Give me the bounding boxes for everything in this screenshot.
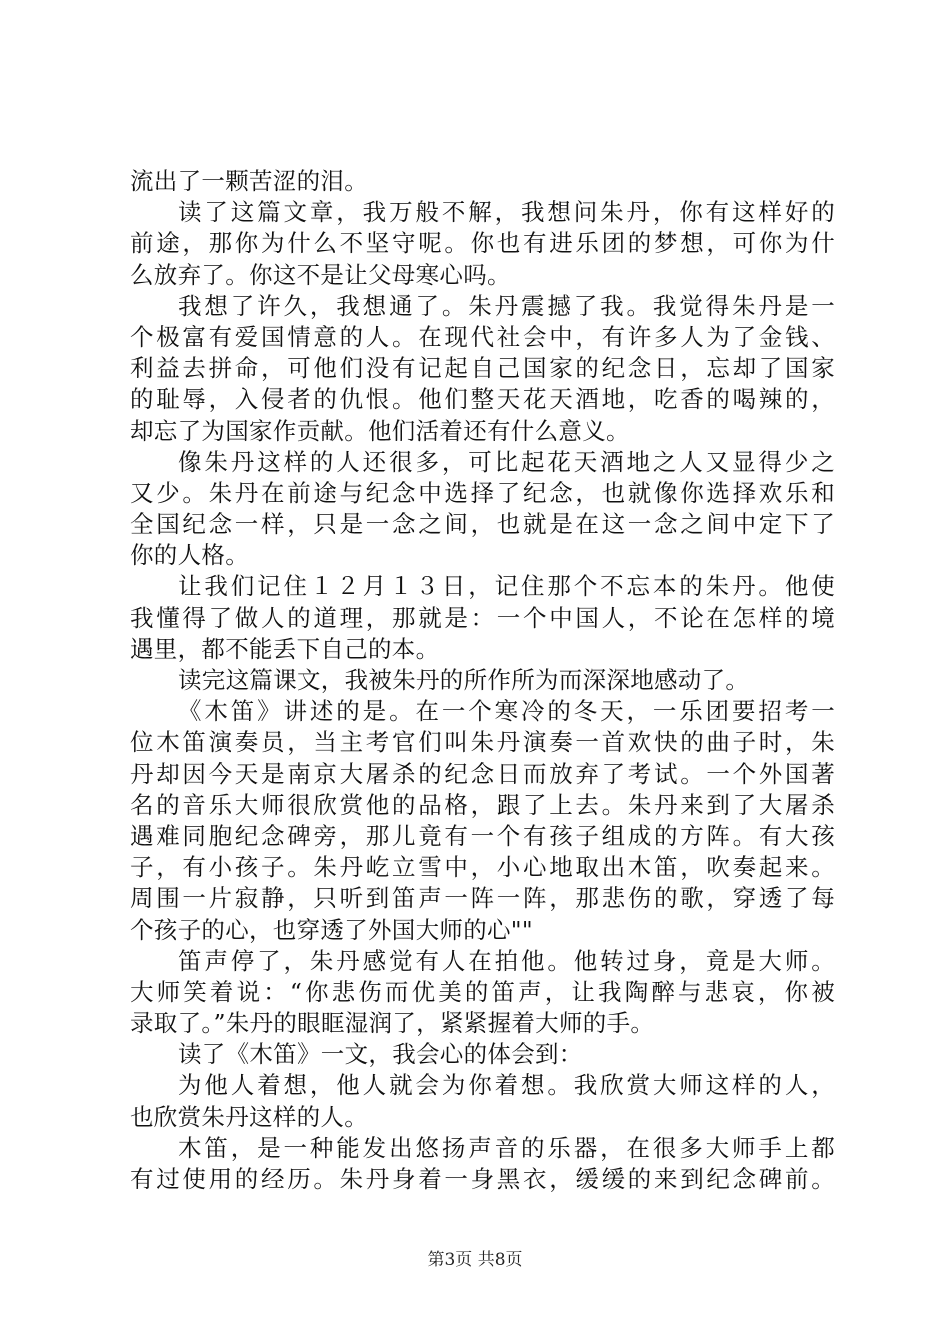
- text-line: 为他人着想，他人就会为你着想。我欣赏大师这样的人，: [178, 1071, 835, 1100]
- text-line: 丹却因今天是南京大屠杀的纪念日而放弃了考试。一个外国著: [130, 759, 835, 788]
- text-line: 我懂得了做人的道理，那就是：一个中国人，不论在怎样的境: [130, 603, 835, 632]
- text-line: 读了这篇文章，我万般不解，我想问朱丹，你有这样好的: [178, 198, 835, 227]
- text-line: 录取了。”朱丹的眼眶湿润了，紧紧握着大师的手。: [130, 1009, 655, 1038]
- text-line: 遇难同胞纪念碑旁，那儿竟有一个有孩子组成的方阵。有大孩: [130, 821, 835, 850]
- page-number-footer: 第3页 共8页: [427, 1250, 523, 1270]
- text-line: 像朱丹这样的人还很多，可比起花天酒地之人又显得少之: [178, 447, 835, 476]
- text-line: 读完这篇课文，我被朱丹的所作所为而深深地感动了。: [178, 666, 750, 694]
- text-line: 个极富有爱国情意的人。在现代社会中，有许多人为了金钱、: [130, 322, 835, 351]
- text-line: 我想了许久，我想通了。朱丹震撼了我。我觉得朱丹是一: [178, 291, 835, 320]
- text-line: 个孩子的心，也穿透了外国大师的心"": [130, 915, 534, 944]
- text-line: 子，有小孩子。朱丹屹立雪中，小心地取出木笛，吹奏起来。: [130, 853, 835, 882]
- text-line: 又少。朱丹在前途与纪念中选择了纪念，也就像你选择欢乐和: [130, 478, 835, 507]
- text-line: 名的音乐大师很欣赏他的品格，跟了上去。朱丹来到了大屠杀: [130, 790, 835, 819]
- document-body: [130, 166, 835, 1195]
- text-line: 遇里，都不能丢下自己的本。: [130, 634, 440, 663]
- text-line: 却忘了为国家作贡献。他们活着还有什么意义。: [130, 416, 630, 445]
- text-line: 全国纪念一样，只是一念之间，也就是在这一念之间中定下了: [130, 510, 835, 539]
- text-line: 周围一片寂静，只听到笛声一阵一阵，那悲伤的歌，穿透了每: [130, 884, 835, 913]
- text-line: 么放弃了。你这不是让父母寒心吗。: [130, 260, 511, 289]
- text-line: 流出了一颗苦涩的泪。: [130, 167, 368, 195]
- text-line: 大师笑着说：“你悲伤而优美的笛声，让我陶醉与悲哀，你被: [130, 977, 835, 1006]
- text-line: 有过使用的经历。朱丹身着一身黑衣，缓缓的来到纪念碑前。: [130, 1165, 835, 1193]
- text-line: 也欣赏朱丹这样的人。: [130, 1102, 368, 1131]
- text-line: 读了《木笛》一文，我会心的体会到：: [178, 1040, 583, 1069]
- text-line: 的耻辱，入侵者的仇恨。他们整天花天酒地，吃香的喝辣的，: [130, 385, 835, 414]
- text-line: 让我们记住１２月１３日，记住那个不忘本的朱丹。他使: [178, 572, 835, 601]
- text-line: 利益去拼命，可他们没有记起自己国家的纪念日，忘却了国家: [130, 354, 835, 383]
- text-line: 笛声停了，朱丹感觉有人在拍他。他转过身，竟是大师。: [178, 946, 835, 975]
- text-line: 《木笛》讲述的是。在一个寒冷的冬天，一乐团要招考一: [178, 697, 835, 726]
- text-line: 木笛，是一种能发出悠扬声音的乐器，在很多大师手上都: [178, 1133, 835, 1162]
- text-line: 前途，那你为什么不坚守呢。你也有进乐团的梦想，可你为什: [130, 229, 835, 258]
- text-line: 你的人格。: [130, 541, 249, 570]
- text-line: 位木笛演奏员，当主考官们叫朱丹演奏一首欢快的曲子时，朱: [130, 728, 835, 757]
